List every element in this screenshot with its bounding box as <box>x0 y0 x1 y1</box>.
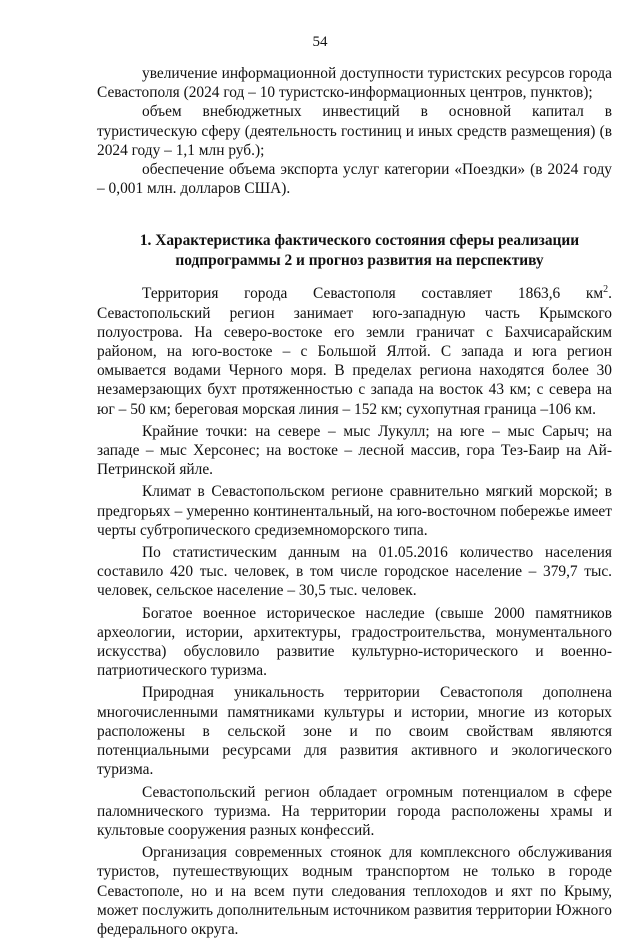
territory-superscript: 2 <box>603 284 609 296</box>
paragraph-pilgrimage: Севастопольский регион обладает огромным потенциалом в сфере паломнического туризма. На территории города расположены храмы и культовые сооружения разных конфессий. <box>97 783 612 839</box>
section-heading <box>97 231 612 270</box>
intro-item-1: увеличение информационной доступности туристских ресурсов города Севастополя (2024 год – 10 туристско-информационных центров, пунктов); <box>97 65 612 102</box>
document-body <box>97 64 612 939</box>
territory-text-start: Территория города Севастополя составляет 1863,6 км <box>142 285 604 303</box>
intro-item-3: обеспечение объема экспорта услуг категории «Поездки» (в 2024 году – 0,001 млн. долларов США). <box>97 161 612 198</box>
paragraph-extreme-points: Крайние точки: на севере – мыс Лукулл; на юге – мыс Сарыч; на западе – мыс Херсонес; на востоке – лесной массив, гора Тез-Баир на Ай-Петринской яйле. <box>97 422 612 479</box>
territory-text-end: . Севастопольский регион занимает юго-западную часть Крымского полуострова. На северо-востоке его земли граничат с Бахчисарайским районом, на юго-востоке – с Большой Ялтой. С запада и юга регион омывается водами Черного моря. В пределах региона находятся более 30 незамерзающих бухт протяженностью с запада на восток 43 км; с севера на юг – 50 км; береговая морская линия – 152 км; сухопутная граница –106 км. <box>97 285 612 418</box>
paragraph-military-heritage: Богатое военное историческое наследие (свыше 2000 памятников археологии, истории, архитектуры, градостроительства, монументального искусства) обусловило развитие культурно-исторического и военно-патриотического туризма. <box>97 604 612 680</box>
intro-item-2: объем внебюджетных инвестиций в основной капитал в туристическую сферу (деятельность гостиниц и иных средств размещения) (в 2024 году – 1,1 млн руб.); <box>97 103 612 159</box>
paragraph-water-transport: Организация современных стоянок для комплексного обслуживания туристов, путешествующих водным транспортом не только в городе Севастополе, но и на всем пути следования теплоходов и яхт по Крыму, может послужить дополнительным источником развития территории Южного федерального округа. <box>97 844 612 938</box>
page-number: 54 <box>312 34 328 50</box>
paragraph-natural-uniqueness: Природная уникальность территории Севастополя дополнена многочисленными памятниками культуры и истории, многие из которых расположены в сельской зоне и по своим свойствам являются потенциальными ресурсами для развития активного и экологического туризма. <box>97 684 612 779</box>
paragraph-climate: Климат в Севастопольском регионе сравнительно мягкий морской; в предгорьях – умеренно континентальный, на юго-восточном побережье имеет черты субтропического средиземноморского типа. <box>97 483 612 539</box>
paragraph-population: По статистическим данным на 01.05.2016 количество населения составило 420 тыс. человек, в том числе городское население – 379,7 тыс. человек, сельское население – 30,5 тыс. человек. <box>97 544 612 600</box>
section-heading-line-1: 1. Характеристика фактического состояния сферы реализации <box>139 232 580 250</box>
paragraph-territory <box>97 284 612 418</box>
section-heading-line-2: подпрограммы 2 и прогноз развития на перспективу <box>175 251 544 269</box>
